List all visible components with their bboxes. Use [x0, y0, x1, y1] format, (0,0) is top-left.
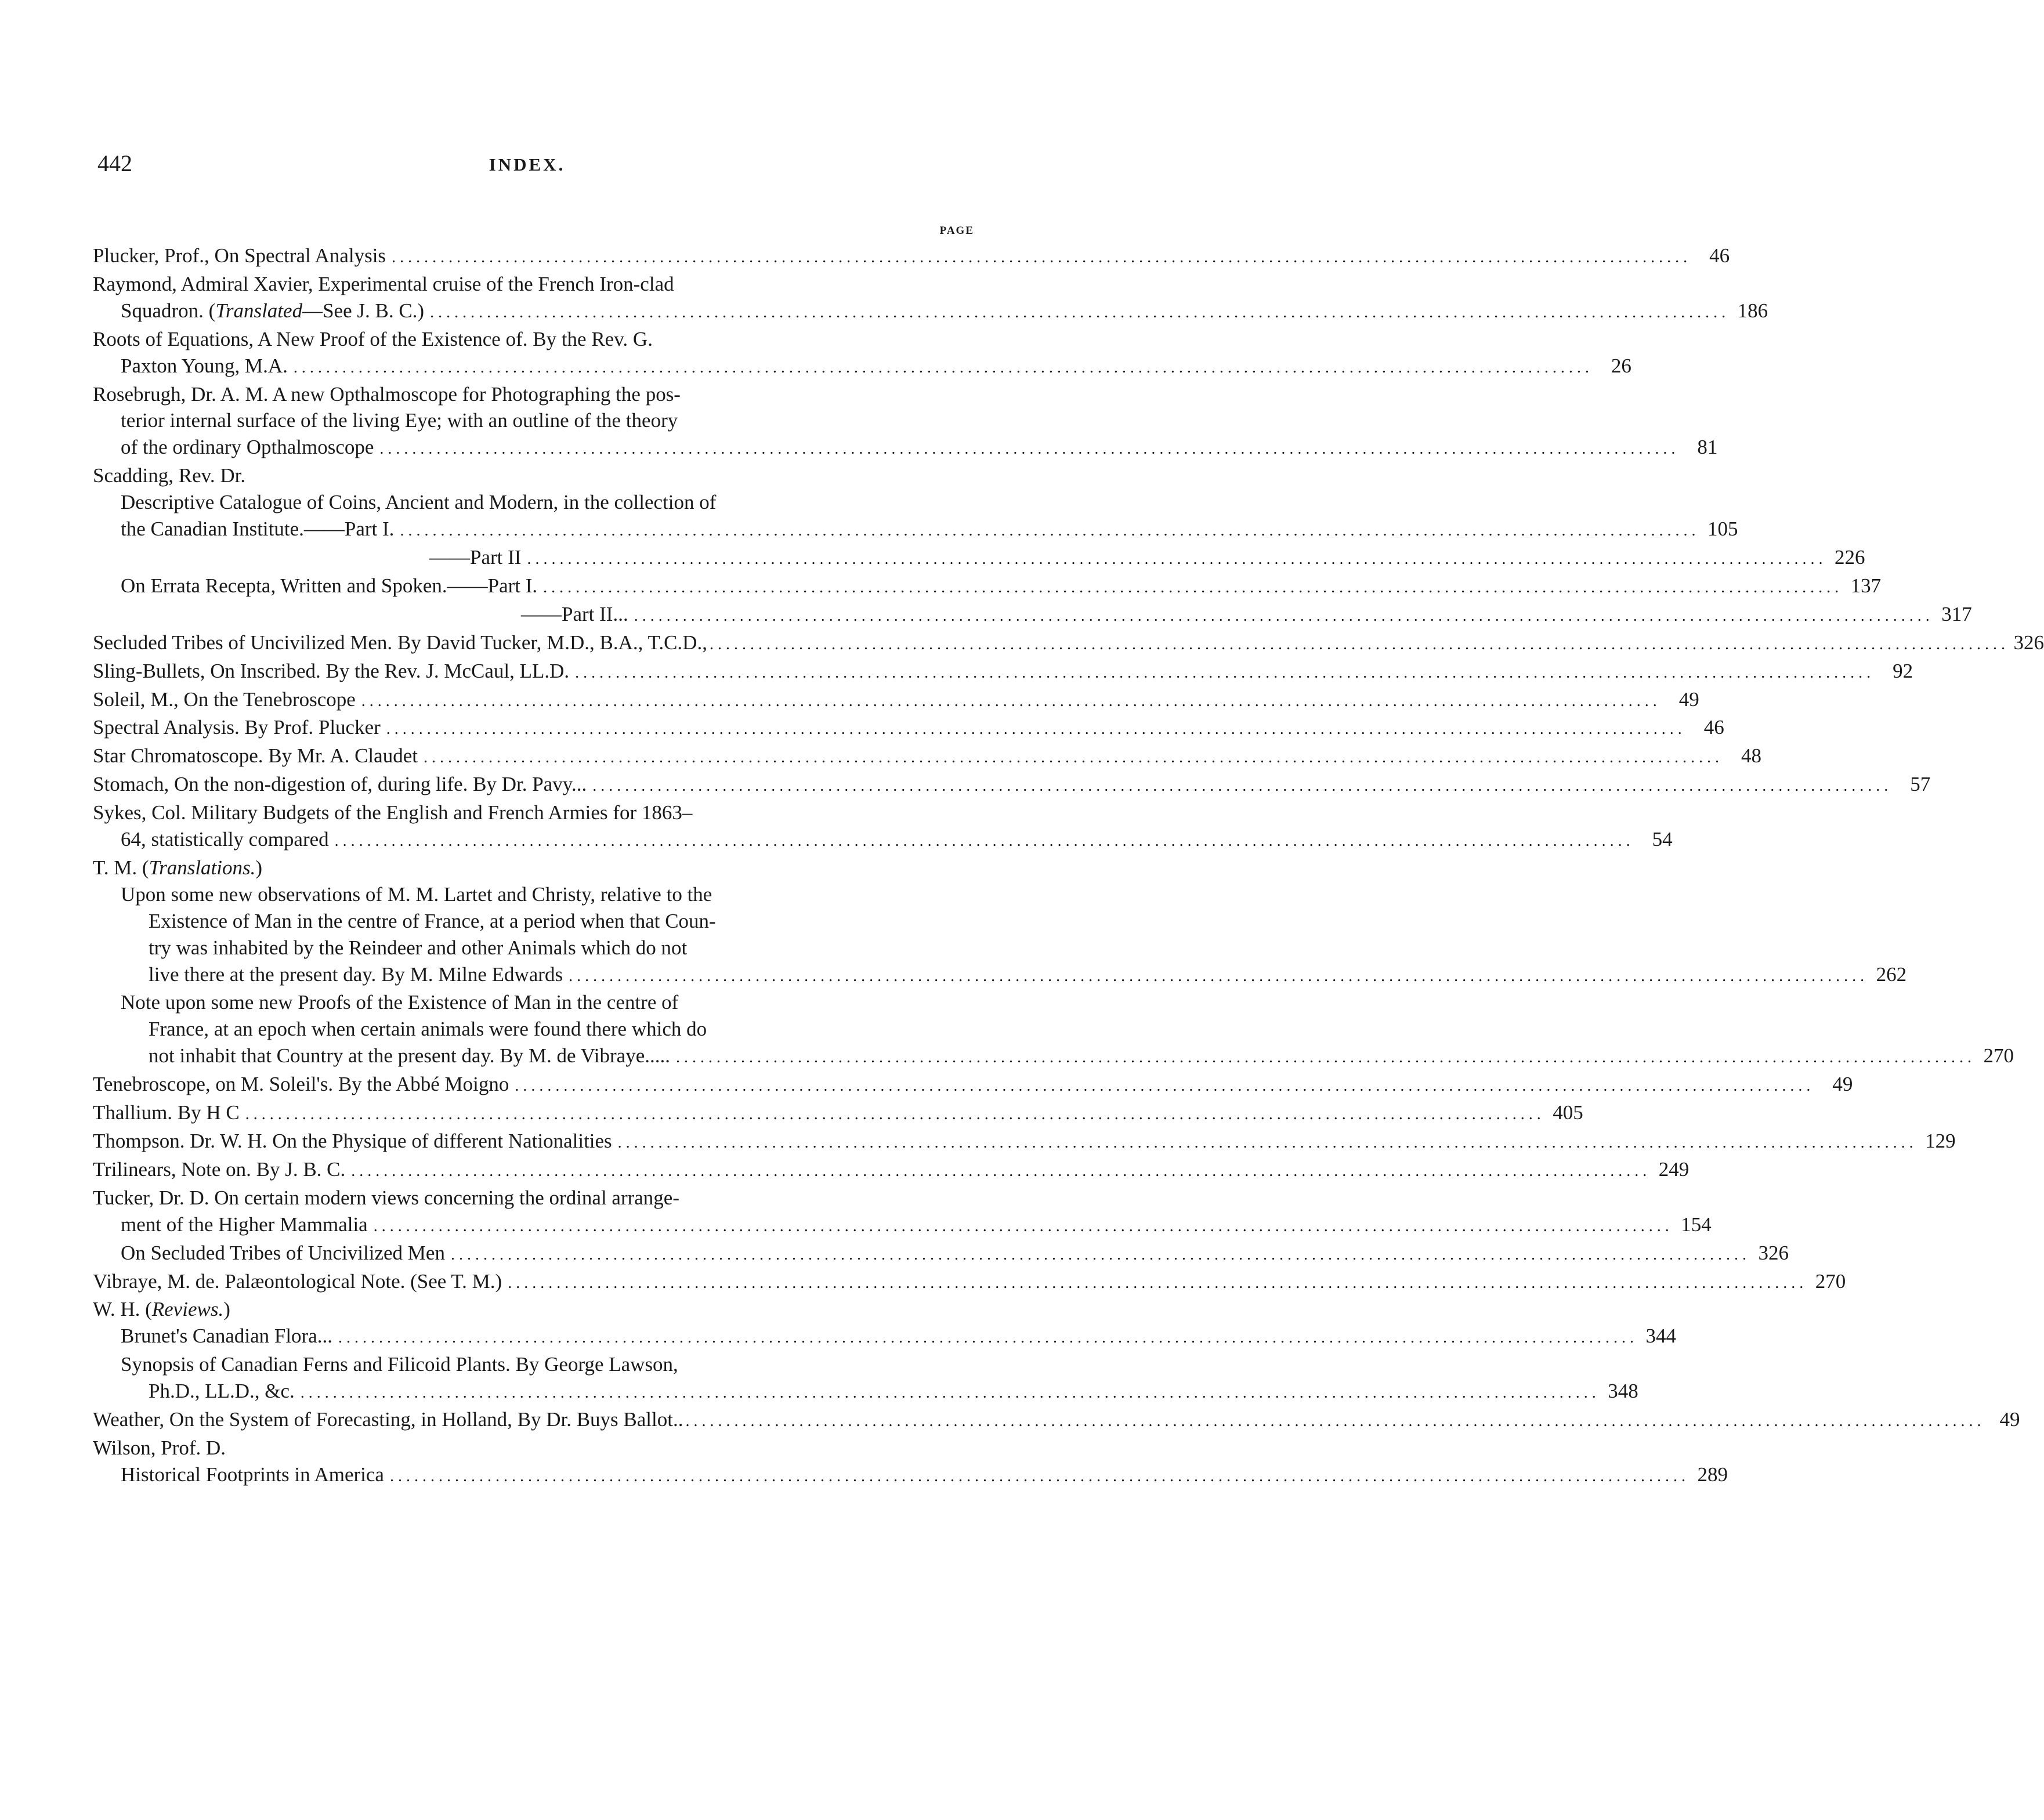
entry-page-number: 344 — [1645, 1325, 1676, 1348]
entry-text: ) — [255, 856, 263, 879]
index-subentry — [93, 1323, 1676, 1351]
entry-page-number: 326 — [2013, 631, 2044, 654]
dot-leader — [294, 354, 1593, 381]
entry-text: Ph.D., LL.D., &c. — [149, 1380, 295, 1403]
dot-leader — [392, 244, 1691, 271]
entry-text: Tenebroscope, on M. Soleil's. By the Abbé Moigno — [93, 1073, 509, 1096]
index-entry — [93, 1296, 976, 1323]
entry-text: Historical Footprints in America — [121, 1463, 384, 1486]
dot-leader — [374, 1213, 1673, 1240]
index-entry — [93, 1406, 2020, 1435]
index-entry — [93, 243, 1730, 271]
index-entry-continuation — [93, 1016, 976, 1043]
running-head: INDEX. — [489, 154, 566, 175]
entry-page-number: 46 — [1703, 716, 1724, 739]
entry-page-number: 226 — [1834, 545, 1865, 569]
index-entry — [93, 271, 976, 298]
entry-text: Sykes, Col. Military Budgets of the English and French Armies for 1863– — [93, 801, 693, 824]
entry-page-number: 270 — [1983, 1044, 2014, 1068]
entry-text: Thompson. Dr. W. H. On the Physique of different Nationalities — [93, 1130, 612, 1152]
entry-page-number: 49 — [1678, 688, 1699, 711]
dot-leader — [527, 546, 1826, 573]
index-entry-continuation — [93, 601, 1972, 629]
index-entry-continuation — [93, 826, 1673, 855]
dot-leader — [338, 1325, 1638, 1351]
entry-text: Thallium. By H C — [93, 1101, 240, 1124]
index-subentry — [93, 881, 976, 908]
italic-text: Translations. — [149, 856, 256, 879]
index-subentry — [93, 989, 976, 1016]
index-entry — [93, 799, 976, 826]
entry-page-number: 137 — [1850, 574, 1882, 597]
entry-page-number: 54 — [1652, 828, 1673, 851]
dot-leader — [379, 436, 1679, 462]
entry-page-number: 270 — [1815, 1269, 1846, 1293]
index-entry — [93, 658, 1913, 686]
entry-text: Weather, On the System of Forecasting, in Holland, By Dr. Buys Ballot.. — [93, 1408, 683, 1431]
entry-text: Tucker, Dr. D. On certain modern views concerning the ordinal arrange- — [93, 1186, 680, 1209]
entry-page-number: 49 — [1999, 1408, 2020, 1431]
index-entry-continuation — [93, 1378, 1638, 1406]
dot-leader — [245, 1101, 1545, 1128]
entry-page-number: 186 — [1737, 299, 1768, 322]
index-entry — [93, 771, 1931, 799]
index-entry — [93, 1435, 976, 1461]
entry-text: Scadding, Rev. Dr. — [93, 464, 246, 487]
page-column-label: PAGE — [939, 225, 974, 237]
entry-text: try was inhabited by the Reindeer and other Animals which do not — [149, 936, 688, 959]
dot-leader — [351, 1158, 1651, 1185]
entry-text: Sling-Bullets, On Inscribed. By the Rev. J. McCaul, LL.D. — [93, 659, 570, 682]
entry-text: Spectral Analysis. By Prof. Plucker — [93, 716, 381, 739]
index-entry-continuation — [93, 298, 1768, 326]
entry-text: Paxton Young, M.A. — [121, 354, 288, 377]
entry-page-number: 289 — [1697, 1463, 1728, 1486]
entry-text: ——Part II... — [521, 602, 628, 625]
entry-text: of the ordinary Opthalmoscope — [121, 436, 374, 459]
index-entry — [93, 381, 976, 408]
dot-leader — [508, 1270, 1807, 1297]
index-entry — [93, 743, 1761, 771]
index-entry — [93, 1185, 976, 1211]
entry-page-number: 317 — [1941, 602, 1972, 625]
dot-leader — [430, 299, 1730, 326]
dot-leader — [515, 1073, 1814, 1099]
index-entry-continuation — [93, 1211, 1712, 1240]
index-entry-continuation — [93, 544, 1865, 573]
index-entry — [93, 1128, 1956, 1156]
dot-leader — [575, 660, 1875, 686]
entry-page-number: 46 — [1709, 244, 1730, 267]
dot-leader — [592, 773, 1892, 799]
entry-text: Descriptive Catalogue of Coins, Ancient and Modern, in the collection of — [121, 491, 717, 514]
entry-text: 64, statistically compared — [121, 828, 329, 851]
entry-text: Secluded Tribes of Uncivilized Men. By David Tucker, M.D., B.A., T.C.D., — [93, 631, 707, 654]
dot-leader — [390, 1463, 1690, 1490]
index-entry-continuation — [93, 961, 1907, 990]
entry-text: Brunet's Canadian Flora... — [121, 1325, 332, 1348]
italic-text: Translated — [215, 299, 303, 322]
entry-text: Squadron. ( — [121, 299, 216, 322]
index-entry-continuation — [93, 434, 1718, 462]
entry-text: Synopsis of Canadian Ferns and Filicoid Plants. By George Lawson, — [121, 1353, 678, 1376]
entry-text: Wilson, Prof. D. — [93, 1436, 226, 1459]
entry-text: Stomach, On the non-digestion of, during life. By Dr. Pavy... — [93, 773, 587, 796]
entry-text: Vibraye, M. de. Palæontological Note. (See T. M.) — [93, 1269, 502, 1293]
index-subentry — [93, 1351, 976, 1378]
index-entry — [93, 629, 2044, 658]
index-entry-continuation — [93, 516, 1738, 544]
entry-page-number: 57 — [1910, 773, 1931, 796]
index-list — [93, 243, 2044, 1490]
entry-text: Soleil, M., On the Tenebroscope — [93, 688, 356, 711]
entry-text: —See J. B. C.) — [302, 299, 425, 322]
index-subentry — [93, 1461, 1728, 1490]
entry-text: Upon some new observations of M. M. Lartet and Christy, relative to the — [121, 882, 712, 906]
entry-text: Star Chromatoscope. By Mr. A. Claudet — [93, 744, 418, 768]
entry-text: W. H. ( — [93, 1298, 152, 1321]
dot-leader — [361, 688, 1661, 715]
entry-text: Existence of Man in the centre of France, at a period when that Coun- — [149, 909, 716, 932]
entry-text: ) — [223, 1298, 230, 1321]
index-entry — [93, 1099, 1583, 1128]
italic-text: Reviews. — [151, 1298, 224, 1321]
entry-text: terior internal surface of the living Eye; with an outline of the theory — [121, 409, 678, 432]
entry-text: Plucker, Prof., On Spectral Analysis — [93, 244, 386, 267]
entry-page-number: 405 — [1553, 1101, 1583, 1124]
entry-text: Trilinears, Note on. By J. B. C. — [93, 1157, 346, 1181]
index-entry — [93, 1156, 1690, 1185]
index-subentry — [93, 573, 1882, 601]
entry-text: the Canadian Institute.——Part I. — [121, 518, 395, 541]
index-entry — [93, 1268, 1846, 1297]
index-entry — [93, 686, 1699, 715]
dot-leader — [676, 1044, 1976, 1071]
index-entry — [93, 462, 976, 489]
index-entry — [93, 1071, 1853, 1099]
dot-leader — [710, 631, 2009, 658]
entry-page-number: 92 — [1893, 659, 1913, 682]
index-entry — [93, 326, 976, 353]
entry-text: Rosebrugh, Dr. A. M. A new Opthalmoscope for Photographing the pos- — [93, 382, 681, 406]
dot-leader — [301, 1380, 1600, 1406]
entry-page-number: 154 — [1681, 1213, 1712, 1236]
entry-text: ment of the Higher Mammalia — [121, 1213, 368, 1236]
dot-leader — [386, 716, 1686, 743]
dot-leader — [543, 574, 1843, 601]
entry-text: ——Part II — [429, 545, 522, 569]
index-subentry — [93, 1240, 1789, 1268]
entry-text: not inhabit that Country at the present day. By M. de Vibraye..... — [149, 1044, 670, 1068]
dot-leader — [634, 603, 1934, 629]
page-number: 442 — [97, 150, 132, 176]
dot-leader — [400, 518, 1699, 544]
index-entry-continuation — [93, 1043, 2014, 1071]
entry-page-number: 129 — [1925, 1130, 1956, 1152]
entry-page-number: 249 — [1658, 1157, 1690, 1181]
entry-text: Raymond, Admiral Xavier, Experimental cruise of the French Iron-clad — [93, 272, 674, 295]
dot-leader — [618, 1130, 1918, 1156]
entry-page-number: 105 — [1707, 518, 1738, 541]
dot-leader — [335, 828, 1634, 855]
dot-leader — [451, 1242, 1750, 1268]
dot-leader — [685, 1408, 1985, 1435]
entry-text: On Errata Recepta, Written and Spoken.——Part I. — [121, 574, 538, 597]
entry-text: Roots of Equations, A New Proof of the Existence of. By the Rev. G. — [93, 327, 653, 350]
entry-text: live there at the present day. By M. Milne Edwards — [149, 963, 563, 986]
entry-page-number: 262 — [1876, 963, 1907, 986]
entry-page-number: 348 — [1608, 1380, 1638, 1403]
index-entry — [93, 714, 1724, 743]
index-entry-continuation — [93, 908, 976, 935]
index-entry-continuation — [93, 407, 976, 434]
entry-text: On Secluded Tribes of Uncivilized Men — [121, 1241, 445, 1264]
index-entry-continuation — [93, 353, 1631, 381]
entry-page-number: 81 — [1697, 436, 1718, 459]
entry-text: Note upon some new Proofs of the Existence of Man in the centre of — [121, 991, 679, 1014]
entry-text: T. M. ( — [93, 856, 149, 879]
index-entry-continuation — [93, 935, 976, 961]
dot-leader — [424, 744, 1723, 771]
entry-page-number: 26 — [1611, 354, 1631, 377]
index-subentry — [93, 489, 976, 516]
entry-text: France, at an epoch when certain animals were found there which do — [149, 1018, 707, 1041]
entry-page-number: 326 — [1758, 1241, 1789, 1264]
dot-leader — [569, 963, 1868, 990]
entry-page-number: 48 — [1741, 744, 1761, 768]
index-entry — [93, 855, 976, 881]
entry-page-number: 49 — [1832, 1073, 1853, 1096]
